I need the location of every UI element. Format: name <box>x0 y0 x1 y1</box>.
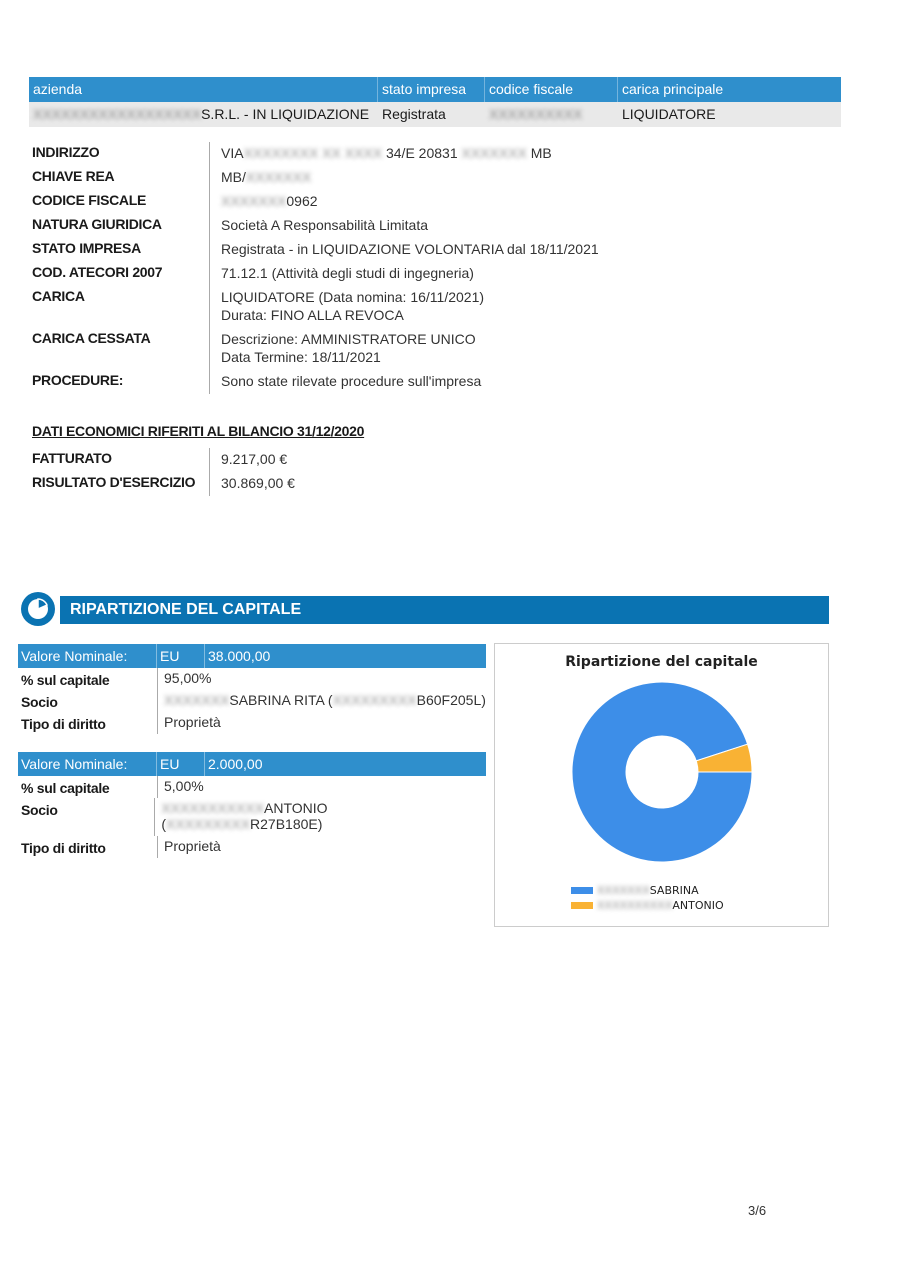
share-row <box>18 798 486 836</box>
col-codice-fiscale: codice fiscale <box>485 77 618 102</box>
redacted-text: XXXXXXXXXXXXXXXXXX <box>33 106 202 122</box>
detail-value <box>209 286 484 328</box>
detail-row-carica <box>32 286 812 328</box>
legend-item <box>571 884 699 897</box>
redacted-text: XXXXXXX <box>245 169 312 185</box>
detail-line: Descrizione: AMMINISTRATORE UNICO <box>221 331 476 347</box>
company-status: Registrata <box>382 106 446 122</box>
detail-value <box>209 190 318 214</box>
detail-value: 71.12.1 (Attività degli studi di ingegneria) <box>209 262 474 286</box>
donut-chart <box>495 674 830 904</box>
econ-value: 30.869,00 € <box>209 472 295 496</box>
share-label: % sul capitale <box>21 672 110 688</box>
share-partner <box>154 798 486 836</box>
detail-line: LIQUIDATORE (Data nomina: 16/11/2021) <box>221 289 485 305</box>
company-role: LIQUIDATORE <box>622 106 716 122</box>
economics-title: DATI ECONOMICI RIFERITI AL BILANCIO 31/12/2020 <box>32 423 365 439</box>
detail-value <box>209 142 552 166</box>
share-header <box>18 644 486 668</box>
detail-label: COD. ATECORI 2007 <box>32 264 163 280</box>
rea-part: MB/ <box>221 169 246 185</box>
share-label: Socio <box>21 694 58 710</box>
detail-label: CHIAVE REA <box>32 168 115 184</box>
econ-row-risultato <box>32 472 532 496</box>
legend-label: ANTONIO <box>672 899 724 912</box>
detail-value <box>209 328 476 370</box>
econ-label: FATTURATO <box>32 450 112 466</box>
partner-name: SABRINA RITA ( <box>229 692 333 708</box>
redacted-text: XXXXXXX <box>164 692 230 708</box>
share-row <box>18 836 486 858</box>
detail-label: PROCEDURE: <box>32 372 124 388</box>
share-value-label: Valore Nominale: <box>18 644 157 668</box>
share-percentage: 95,00% <box>157 668 211 690</box>
legend-label: SABRINA <box>649 884 699 897</box>
detail-value: Sono state rilevate procedure sull'impresa <box>209 370 481 394</box>
share-percentage: 5,00% <box>157 776 204 798</box>
detail-row-rea <box>32 166 812 190</box>
detail-row-cessata <box>32 328 812 370</box>
detail-row-codice-fiscale <box>32 190 812 214</box>
share-label: Tipo di diritto <box>21 840 106 856</box>
share-value: 2.000,00 <box>208 756 263 772</box>
share-right-type: Proprietà <box>157 712 221 734</box>
share-label: % sul capitale <box>21 780 110 796</box>
fiscal-code-part: 0962 <box>286 193 318 209</box>
redacted-text: XXXXXXXXX <box>165 816 251 832</box>
company-fiscal-code <box>485 102 618 127</box>
share-value-label: Valore Nominale: <box>18 752 157 776</box>
redacted-text: XXXXXXX <box>221 193 287 209</box>
detail-label: NATURA GIURIDICA <box>32 216 162 232</box>
econ-label: RISULTATO D'ESERCIZIO <box>32 474 196 490</box>
section-title: RIPARTIZIONE DEL CAPITALE <box>60 596 829 624</box>
share-currency: EU <box>157 752 205 776</box>
share-partner <box>157 690 486 712</box>
detail-value: Società A Responsabilità Limitata <box>209 214 428 238</box>
econ-row-fatturato <box>32 448 532 472</box>
address-part: MB <box>530 145 552 161</box>
detail-line: Data Termine: 18/11/2021 <box>221 349 381 365</box>
redacted-text: XXXXXXXXXXX <box>161 800 265 816</box>
page-number: 3/6 <box>748 1203 767 1218</box>
company-name <box>29 102 378 127</box>
col-azienda: azienda <box>29 77 378 102</box>
share-label: Socio <box>21 802 58 818</box>
redacted-text: XXXXXXXXXX <box>489 106 583 122</box>
detail-row-stato <box>32 238 812 262</box>
share-row <box>18 690 486 712</box>
capital-chart <box>494 643 829 927</box>
share-row <box>18 776 486 798</box>
redacted-text: XXXXXXXX XX XXXX <box>243 145 383 161</box>
legend-swatch <box>571 887 593 894</box>
company-details <box>32 142 812 394</box>
share-row <box>18 668 486 690</box>
share-block <box>18 752 486 858</box>
redacted-text: XXXXXXX <box>597 884 650 897</box>
col-stato: stato impresa <box>378 77 485 102</box>
company-summary-row <box>29 102 841 127</box>
detail-label: INDIRIZZO <box>32 144 100 160</box>
detail-row-indirizzo <box>32 142 812 166</box>
col-carica: carica principale <box>622 81 724 97</box>
company-summary-header <box>29 77 841 102</box>
pie-chart-icon <box>21 592 55 626</box>
share-currency: EU <box>157 644 205 668</box>
redacted-text: XXXXXXXXX <box>332 692 417 708</box>
detail-value: Registrata - in LIQUIDAZIONE VOLONTARIA dal 18/11/2021 <box>209 238 599 262</box>
detail-label: STATO IMPRESA <box>32 240 141 256</box>
share-label: Tipo di diritto <box>21 716 106 732</box>
address-part: 34/E 20831 <box>385 145 458 161</box>
economics-table <box>32 448 532 496</box>
redacted-text: XXXXXXX <box>461 145 527 161</box>
detail-row-procedure <box>32 370 812 394</box>
address-part: VIA <box>221 145 244 161</box>
share-row <box>18 712 486 734</box>
detail-label: CARICA <box>32 288 85 304</box>
detail-line: Durata: FINO ALLA REVOCA <box>221 307 404 323</box>
econ-value: 9.217,00 € <box>209 448 287 472</box>
share-header <box>18 752 486 776</box>
partner-code: R27B180E) <box>250 816 323 832</box>
partner-code: B60F205L) <box>416 692 486 708</box>
partner-name: ANTONIO ( <box>161 800 328 832</box>
legend-item <box>571 899 724 912</box>
redacted-text: XXXXXXXXXX <box>597 899 673 912</box>
company-name-suffix: S.R.L. - IN LIQUIDAZIONE <box>201 106 370 122</box>
detail-row-ateco <box>32 262 812 286</box>
detail-value <box>209 166 311 190</box>
chart-title: Ripartizione del capitale <box>565 654 758 670</box>
detail-row-natura <box>32 214 812 238</box>
share-block <box>18 644 486 734</box>
legend-swatch <box>571 902 593 909</box>
detail-label: CARICA CESSATA <box>32 330 151 346</box>
share-value: 38.000,00 <box>208 648 271 664</box>
company-summary-table <box>29 77 841 127</box>
detail-label: CODICE FISCALE <box>32 192 147 208</box>
share-right-type: Proprietà <box>157 836 221 858</box>
